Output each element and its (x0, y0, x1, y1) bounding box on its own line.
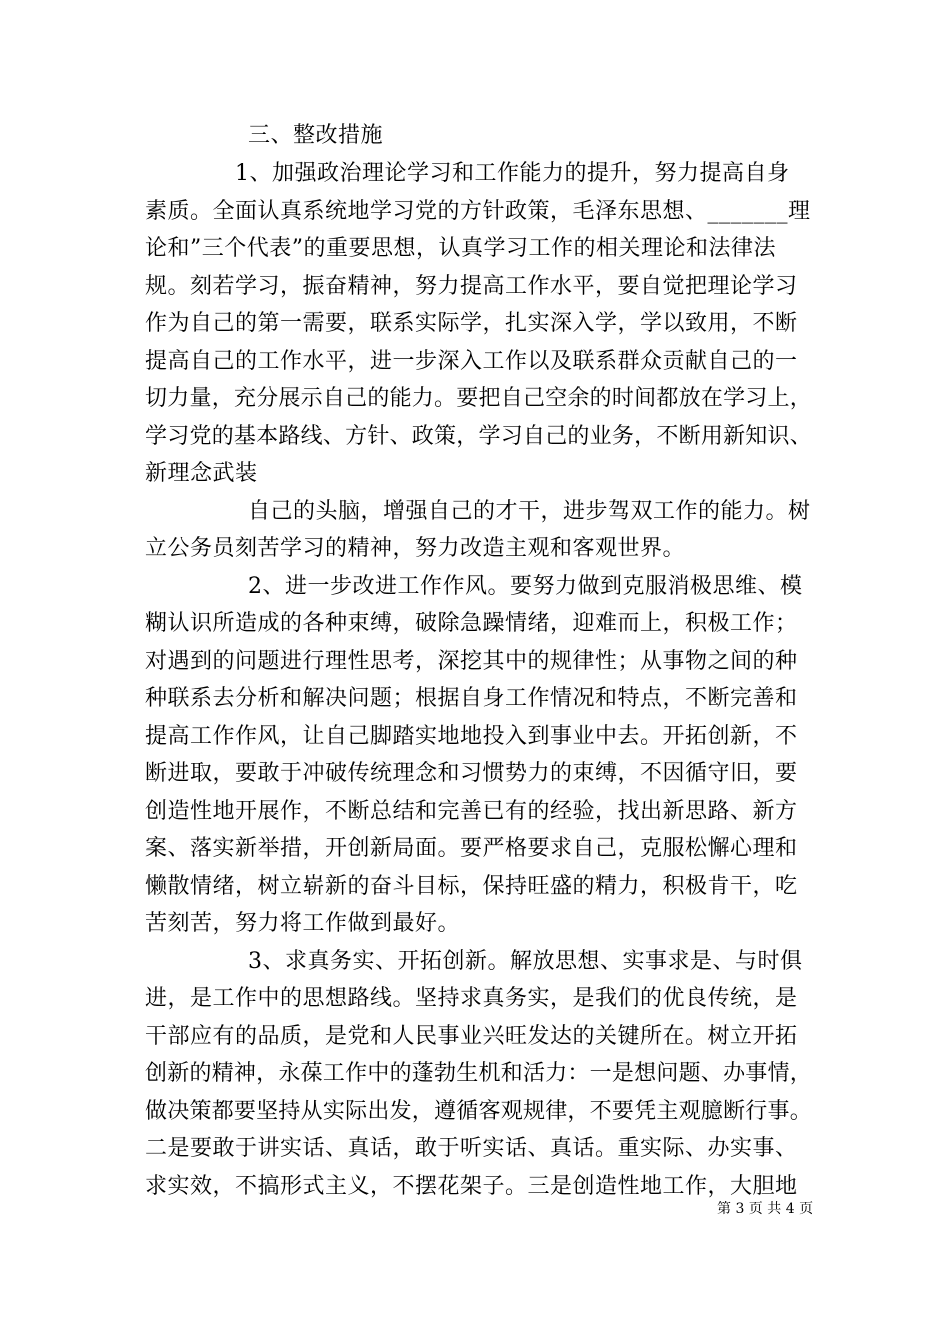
paragraph-line: 规。刻若学习，振奋精神，努力提高工作水平，要自觉把理论学习 (145, 274, 798, 299)
paragraph-line: 论和”三个代表”的重要思想，认真学习工作的相关理论和法律法 (145, 236, 776, 261)
paragraph-line: 切力量，充分展示自己的能力。要把自己空余的时间都放在学习上， (145, 386, 813, 411)
paragraph-line: 创造性地开展作，不断总结和完善已有的经验，找出新思路、新方 (145, 799, 798, 824)
section-heading: 三、整改措施 (248, 123, 384, 148)
paragraph-line: 懒散情绪，树立崭新的奋斗目标，保持旺盛的精力，积极肯干，吃 (145, 874, 798, 899)
paragraph-line: 二是要敢于讲实话、真话，敢于听实话、真话。重实际、办实事、 (145, 1136, 798, 1161)
paragraph-line: 素质。全面认真系统地学习党的方针政策，毛泽东思想、_______理 (145, 199, 811, 224)
paragraph-line: 2、进一步改进工作作风。要努力做到克服消极思维、模 (248, 574, 803, 599)
paragraph-line: 做决策都要坚持从实际出发，遵循客观规律，不要凭主观臆断行事。 (145, 1099, 813, 1124)
paragraph-line: 立公务员刻苦学习的精神，努力改造主观和客观世界。 (145, 536, 686, 561)
paragraph-line: 断进取，要敢于冲破传统理念和习惯势力的束缚，不因循守旧，要 (145, 761, 798, 786)
paragraph-line: 提高工作作风，让自己脚踏实地地投入到事业中去。开拓创新，不 (145, 724, 798, 749)
paragraph-line: 3、求真务实、开拓创新。解放思想、实事求是、与时俱 (248, 949, 803, 974)
paragraph-line: 创新的精神，永葆工作中的蓬勃生机和活力：一是想问题、办事情， (145, 1061, 813, 1086)
paragraph-line: 苦刻苦，努力将工作做到最好。 (145, 911, 461, 936)
paragraph-line: 对遇到的问题进行理性思考，深挖其中的规律性；从事物之间的种 (145, 649, 798, 674)
paragraph-line: 进，是工作中的思想路线。坚持求真务实，是我们的优良传统，是 (145, 986, 798, 1011)
paragraph-line: 求实效，不搞形式主义，不摆花架子。三是创造性地工作，大胆地 (145, 1174, 798, 1199)
paragraph-line: 1、加强政治理论学习和工作能力的提升，努力提高自身 (235, 161, 790, 186)
paragraph-line: 干部应有的品质，是党和人民事业兴旺发达的关键所在。树立开拓 (145, 1024, 798, 1049)
paragraph-line: 作为自己的第一需要，联系实际学，扎实深入学，学以致用，不断 (145, 311, 798, 336)
paragraph-line: 糊认识所造成的各种束缚，破除急躁情绪，迎难而上，积极工作； (145, 611, 798, 636)
page-number-footer: 第 3 页 共 4 页 (717, 1201, 814, 1217)
paragraph-line: 种联系去分析和解决问题；根据自身工作情况和特点，不断完善和 (145, 686, 798, 711)
paragraph-line: 学习党的基本路线、方针、政策，学习自己的业务，不断用新知识、 (145, 424, 813, 449)
paragraph-line: 提高自己的工作水平，进一步深入工作以及联系群众贡献自己的一 (145, 349, 798, 374)
paragraph-line: 自己的头脑，增强自己的才干，进步驾双工作的能力。树 (248, 499, 811, 524)
paragraph-line: 案、落实新举措，开创新局面。要严格要求自己，克服松懈心理和 (145, 836, 798, 861)
paragraph-line: 新理念武装 (145, 461, 258, 486)
